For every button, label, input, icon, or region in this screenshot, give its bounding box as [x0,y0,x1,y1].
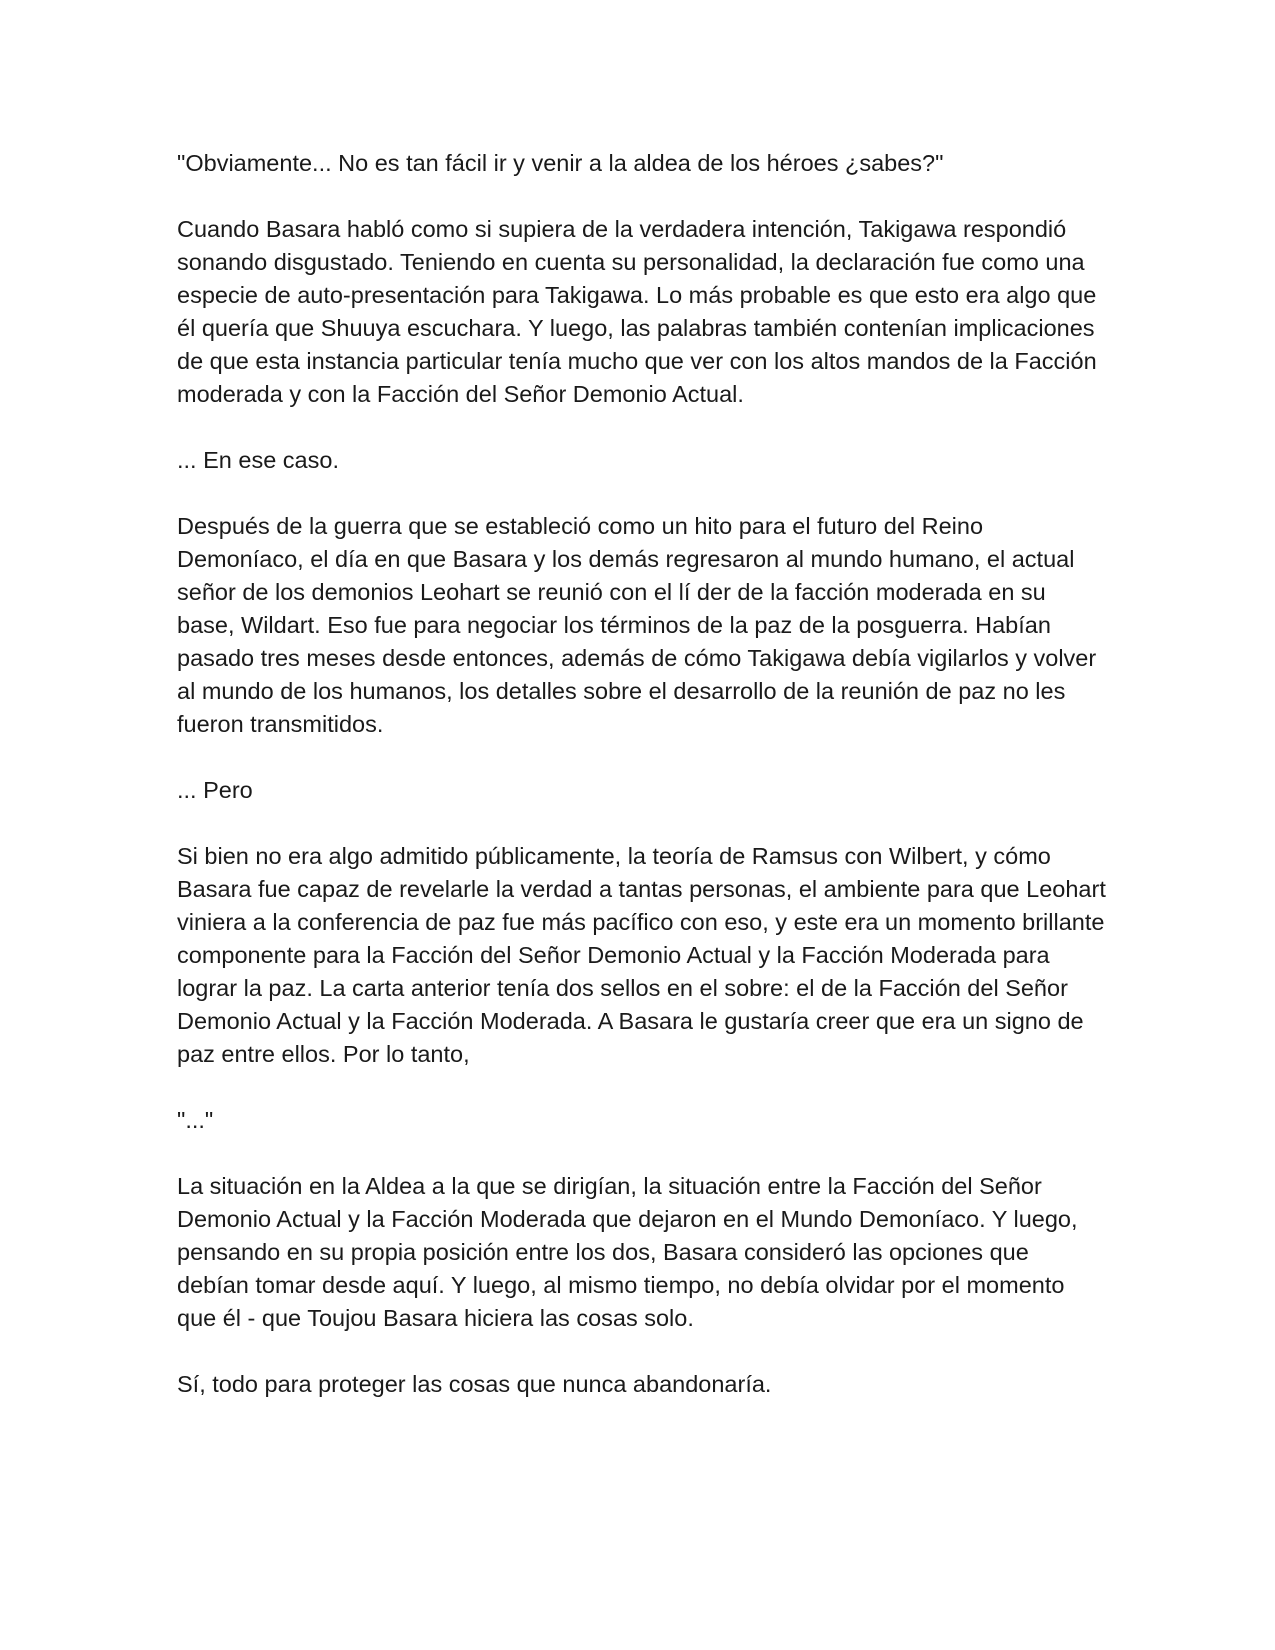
document-body [177,147,1107,1434]
paragraph: "Obviamente... No es tan fácil ir y venir a la aldea de los héroes ¿sabes?" [177,150,944,176]
paragraph: "..." [177,1107,214,1133]
paragraph: Cuando Basara habló como si supiera de la verdadera intención, Takigawa respondió sonando disgustado. Teniendo en cuenta su personalidad, la declaración fue como una especie de auto-presentación para Takigawa. Lo más probable es que esto era algo que él quería que Shuuya escuchara. Y luego, las palabras también contenían implicaciones de que esta instancia particular tenía mucho que ver con los altos mandos de la Facción moderada y con la Facción del Señor Demonio Actual. [177,216,1097,407]
paragraph: Sí, todo para proteger las cosas que nunca abandonaría. [177,1371,772,1397]
paragraph: ... En ese caso. [177,447,339,473]
paragraph: Si bien no era algo admitido públicamente, la teoría de Ramsus con Wilbert, y cómo Basara fue capaz de revelarle la verdad a tantas personas, el ambiente para que Leohart viniera a la conferencia de paz fue más pacífico con eso, y este era un momento brillante componente para la Facción del Señor Demonio Actual y la Facción Moderada para lograr la paz. La carta anterior tenía dos sellos en el sobre: el de la Facción del Señor Demonio Actual y la Facción Moderada. A Basara le gustaría creer que era un signo de paz entre ellos. Por lo tanto, [177,843,1106,1067]
paragraph: Después de la guerra que se estableció como un hito para el futuro del Reino Demoníaco, el día en que Basara y los demás regresaron al mundo humano, el actual señor de los demonios Leohart se reunió con el lí der de la facción moderada en su base, Wildart. Eso fue para negociar los términos de la paz de la posguerra. Habían pasado tres meses desde entonces, además de cómo Takigawa debía vigilarlos y volver al mundo de los humanos, los detalles sobre el desarrollo de la reunión de paz no les fueron transmitidos. [177,513,1097,737]
paragraph: ... Pero [177,777,253,803]
paragraph: La situación en la Aldea a la que se dirigían, la situación entre la Facción del Señor Demonio Actual y la Facción Moderada que dejaron en el Mundo Demoníaco. Y luego, pensando en su propia posición entre los dos, Basara consideró las opciones que debían tomar desde aquí. Y luego, al mismo tiempo, no debía olvidar por el momento que él - que Toujou Basara hiciera las cosas solo. [177,1173,1078,1331]
